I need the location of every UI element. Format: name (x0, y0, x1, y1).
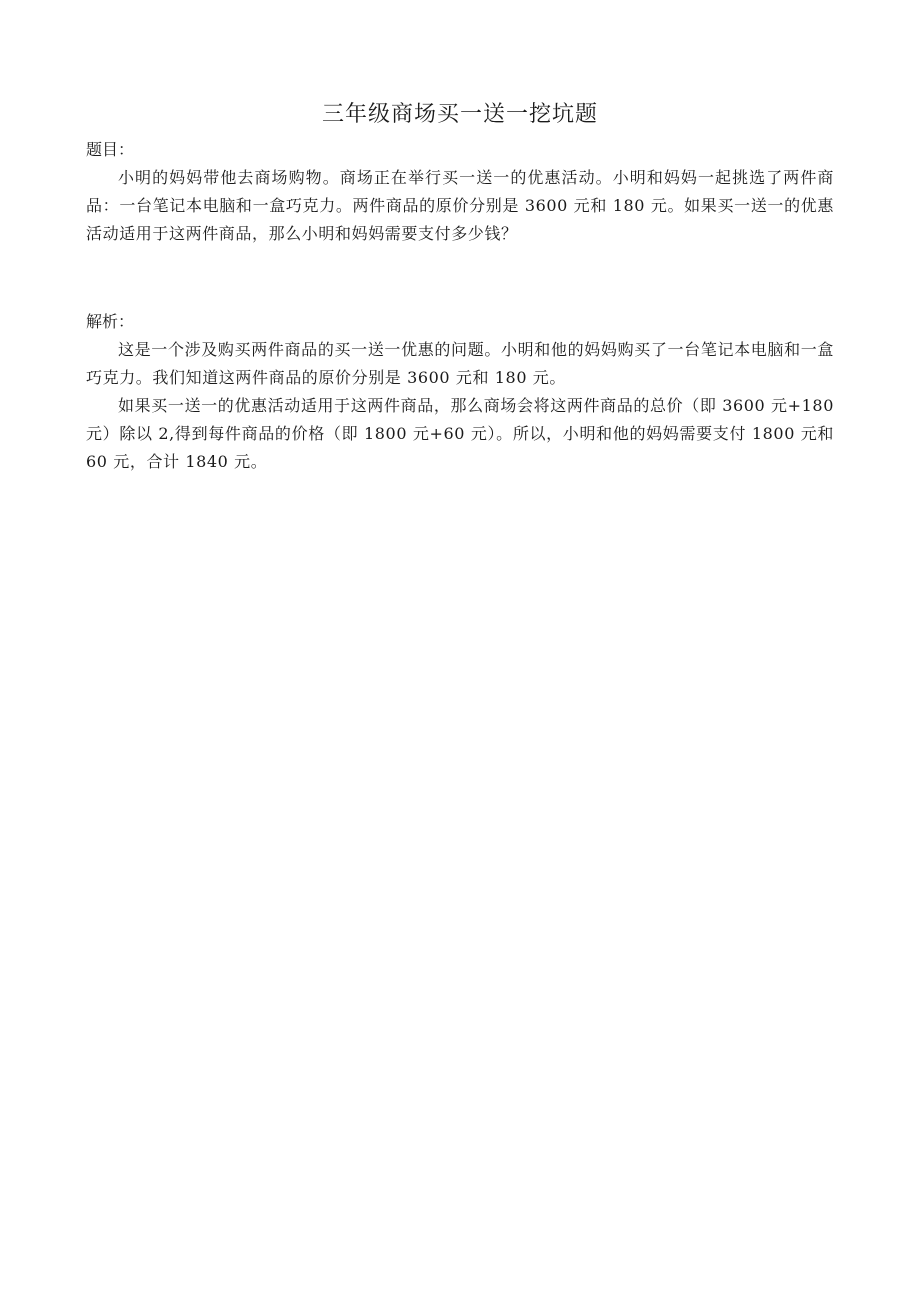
analysis-paragraph-2: 如果买一送一的优惠活动适用于这两件商品，那么商场会将这两件商品的总价（即 3600 元+180 元）除以 2,得到每件商品的价格（即 1800 元+60 元）。所以，小明和他的妈妈需要支付 1800 元和 60 元，合计 1840 元。 (86, 396, 834, 471)
question-label: 题目： (86, 140, 135, 159)
document-title: 三年级商场买一送一挖坑题 (321, 102, 598, 127)
analysis-label: 解析： (86, 312, 135, 331)
analysis-paragraph-1: 这是一个涉及购买两件商品的买一送一优惠的问题。小明和他的妈妈购买了一台笔记本电脑和一盒巧克力。我们知道这两件商品的原价分别是 3600 元和 180 元。 (86, 340, 834, 387)
question-text: 小明的妈妈带他去商场购物。商场正在举行买一送一的优惠活动。小明和妈妈一起挑选了两件商品：一台笔记本电脑和一盒巧克力。两件商品的原价分别是 3600 元和 180 元。如果买一送一的优惠活动适用于这两件商品，那么小明和妈妈需要支付多少钱？ (86, 168, 834, 243)
document-content (86, 98, 834, 476)
section-gap (86, 248, 834, 308)
